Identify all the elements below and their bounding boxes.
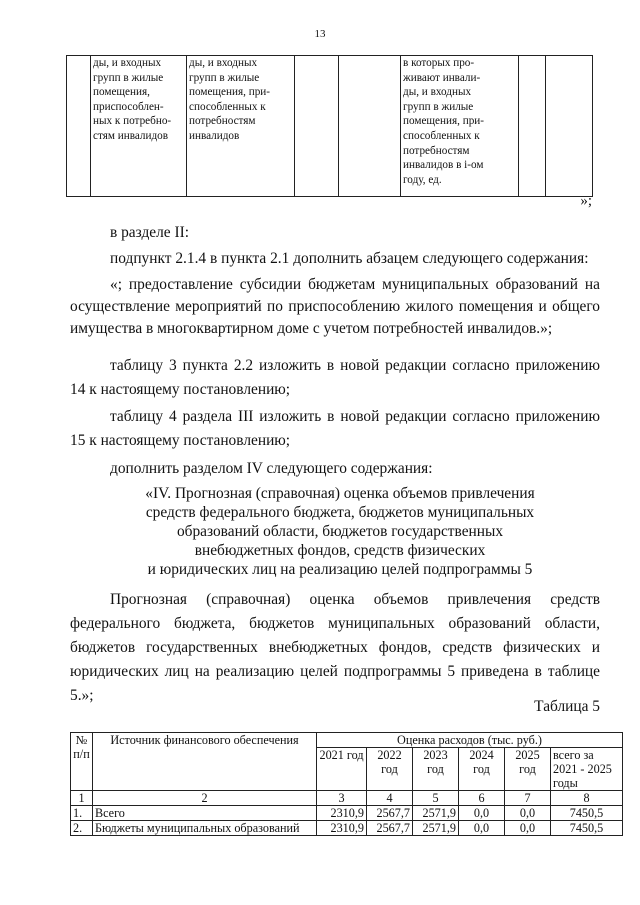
row-number: 2. bbox=[71, 821, 93, 836]
table-caption: Таблица 5 bbox=[534, 698, 600, 715]
row-total: 7450,5 bbox=[551, 821, 623, 836]
table-cell bbox=[339, 56, 401, 197]
paragraph-forecast: Прогнозная (справочная) оценка объемов привлечения средств федерального бюджета, бюджетов муниципальных образований области, бюджетов государственных внебюджетных фондов, средств физических и юридических лиц на реализацию целей подпрограммы 5 приведена в таблице 5.»; bbox=[70, 591, 600, 704]
section-heading: «IV. Прогнозная (справочная) оценка объемов привлечения средств федерального бюджета, бюджетов муниципальных образований области, бюджетов государственных внебюджетных фондов, средств физических и юридических лиц на реализацию целей подпрограммы 5 bbox=[145, 485, 535, 578]
column-number: 2 bbox=[93, 791, 317, 806]
row-value: 2567,7 bbox=[367, 821, 413, 836]
row-number: 1. bbox=[71, 806, 93, 821]
column-number: 6 bbox=[459, 791, 505, 806]
paragraph-section-ii: в разделе II: bbox=[110, 224, 189, 241]
row-value: 0,0 bbox=[459, 806, 505, 821]
table-header-row bbox=[71, 733, 623, 748]
column-number: 8 bbox=[551, 791, 623, 806]
header-year: 2023 год bbox=[413, 748, 459, 791]
paragraph-quote: «; предоставление субсидии бюджетам муниципальных образований на осуществление мероприятий по приспособлению жилого помещения и общего имущества в многоквартирном доме с учетом потребностей инвалидов.»; bbox=[70, 276, 600, 337]
row-value: 2310,9 bbox=[317, 806, 367, 821]
table-cell: ды, и входных групп в жилые помещения, приспособлен- ных к потребно- стям инвалидов bbox=[91, 56, 187, 197]
column-number-row bbox=[71, 791, 623, 806]
row-value: 2571,9 bbox=[413, 806, 459, 821]
table-row bbox=[71, 806, 623, 821]
financing-table bbox=[70, 732, 623, 836]
header-year: 2025 год bbox=[505, 748, 551, 791]
column-number: 1 bbox=[71, 791, 93, 806]
header-source: Источник финансового обеспечения bbox=[93, 733, 317, 791]
paragraph-table3: таблицу 3 пункта 2.2 изложить в новой редакции согласно приложению 14 к настоящему постановлению; bbox=[70, 357, 600, 398]
table-cell bbox=[67, 56, 91, 197]
row-value: 0,0 bbox=[505, 806, 551, 821]
header-year: 2024 год bbox=[459, 748, 505, 791]
row-value: 0,0 bbox=[505, 821, 551, 836]
column-number: 7 bbox=[505, 791, 551, 806]
header-num: № п/п bbox=[71, 733, 93, 791]
paragraph-add-section: дополнить разделом IV следующего содержания: bbox=[110, 460, 433, 477]
row-total: 7450,5 bbox=[551, 806, 623, 821]
closing-quote: »; bbox=[580, 193, 592, 209]
header-year: 2022 год bbox=[367, 748, 413, 791]
row-value: 2571,9 bbox=[413, 821, 459, 836]
row-value: 2310,9 bbox=[317, 821, 367, 836]
column-number: 5 bbox=[413, 791, 459, 806]
paragraph-table4: таблицу 4 раздела III изложить в новой редакции согласно приложению 15 к настоящему постановлению; bbox=[70, 408, 600, 449]
header-total: всего за 2021 - 2025 годы bbox=[551, 748, 623, 791]
header-estimate: Оценка расходов (тыс. руб.) bbox=[317, 733, 623, 748]
row-source: Бюджеты муниципальных образований bbox=[93, 821, 317, 836]
header-year: 2021 год bbox=[317, 748, 367, 791]
column-number: 3 bbox=[317, 791, 367, 806]
table-row bbox=[67, 56, 593, 197]
table-cell: ды, и входных групп в жилые помещения, при- способленных к потребностям инвалидов bbox=[187, 56, 295, 197]
column-number: 4 bbox=[367, 791, 413, 806]
table-row bbox=[71, 821, 623, 836]
row-value: 2567,7 bbox=[367, 806, 413, 821]
row-source: Всего bbox=[93, 806, 317, 821]
page-number: 13 bbox=[314, 28, 326, 40]
table-cell bbox=[519, 56, 546, 197]
table-cell bbox=[546, 56, 593, 197]
table-cell: в которых про- живают инвали- ды, и входных групп в жилые помещения, при- способленных к потребностям инвалидов в i-ом году, ед. bbox=[401, 56, 519, 197]
continuation-table bbox=[66, 55, 593, 197]
table-cell bbox=[295, 56, 339, 197]
paragraph-subpoint: подпункт 2.1.4 в пункта 2.1 дополнить абзацем следующего содержания: bbox=[110, 250, 589, 267]
row-value: 0,0 bbox=[459, 821, 505, 836]
